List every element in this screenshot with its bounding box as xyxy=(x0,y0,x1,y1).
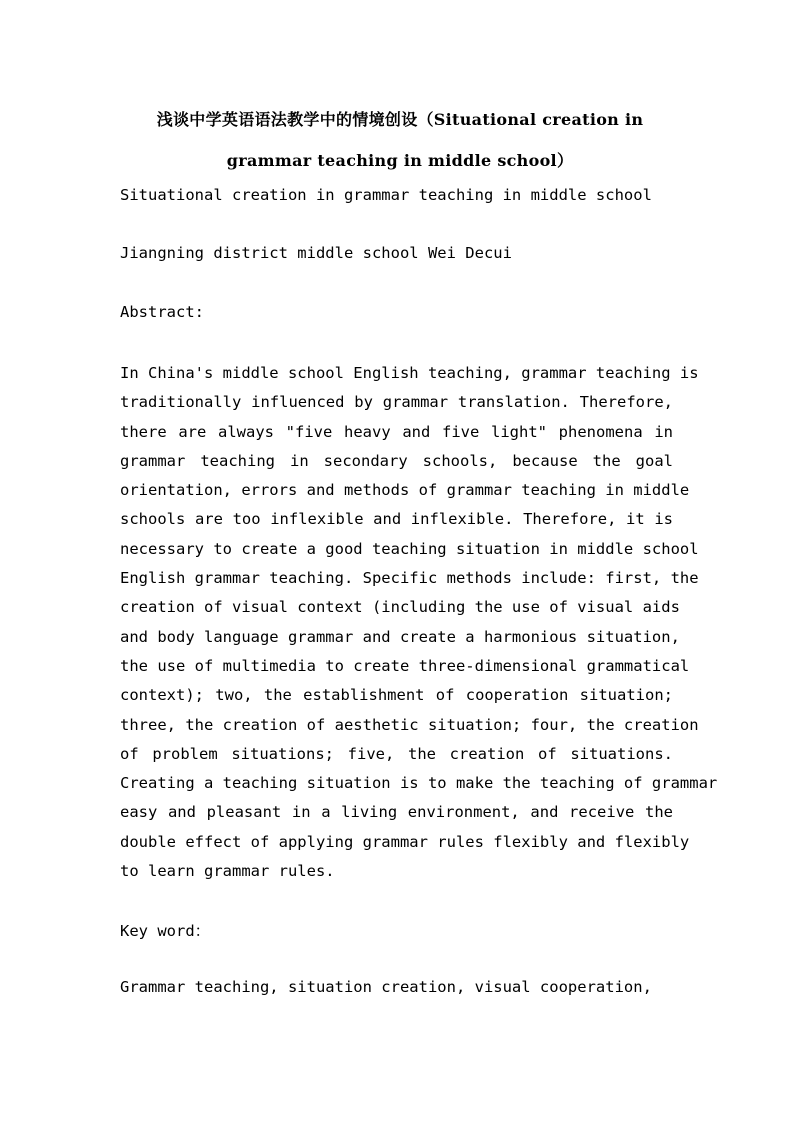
abstract-line: three, the creation of aesthetic situation; four, the creation xyxy=(120,715,699,734)
document-title-line-1: 浅谈中学英语语法教学中的情境创设（Situational creation in xyxy=(156,110,644,129)
document-subtitle: Situational creation in grammar teaching in middle school xyxy=(120,186,652,204)
abstract-line: of problem situations; five, the creation of situations. xyxy=(120,744,673,763)
abstract-line: grammar teaching in secondary schools, because the goal xyxy=(120,451,673,470)
abstract-line: the use of multimedia to create three-dimensional grammatical xyxy=(120,656,690,675)
document-title-line-2: grammar teaching in middle school） xyxy=(226,151,574,170)
abstract-line: traditionally influenced by grammar translation. Therefore, xyxy=(120,393,673,412)
keyword-heading: Key word： xyxy=(120,922,211,940)
abstract-line: English grammar teaching. Specific methods include: first, the xyxy=(120,569,699,588)
author-line: Jiangning district middle school Wei Decui xyxy=(120,244,512,262)
abstract-line: double effect of applying grammar rules flexibly and flexibly xyxy=(120,832,690,851)
abstract-line: Creating a teaching situation is to make the teaching of grammar xyxy=(120,774,718,793)
abstract-line: to learn grammar rules. xyxy=(120,862,335,881)
abstract-heading: Abstract: xyxy=(120,303,204,321)
abstract-line: and body language grammar and create a harmonious situation, xyxy=(120,627,680,646)
abstract-line: there are always "five heavy and five light" phenomena in xyxy=(120,422,673,441)
abstract-line: necessary to create a good teaching situation in middle school xyxy=(120,539,699,558)
abstract-paragraph xyxy=(120,361,718,888)
abstract-line: In China's middle school English teaching, grammar teaching is xyxy=(120,364,699,382)
abstract-line: context); two, the establishment of cooperation situation; xyxy=(120,686,673,705)
abstract-line: schools are too inflexible and inflexible. Therefore, it is xyxy=(120,510,673,529)
abstract-line: orientation, errors and methods of grammar teaching in middle xyxy=(120,481,690,500)
keywords-line: Grammar teaching, situation creation, visual cooperation, xyxy=(120,978,652,996)
abstract-line: easy and pleasant in a living environment, and receive the xyxy=(120,803,673,822)
abstract-line: creation of visual context (including the use of visual aids xyxy=(120,598,680,617)
